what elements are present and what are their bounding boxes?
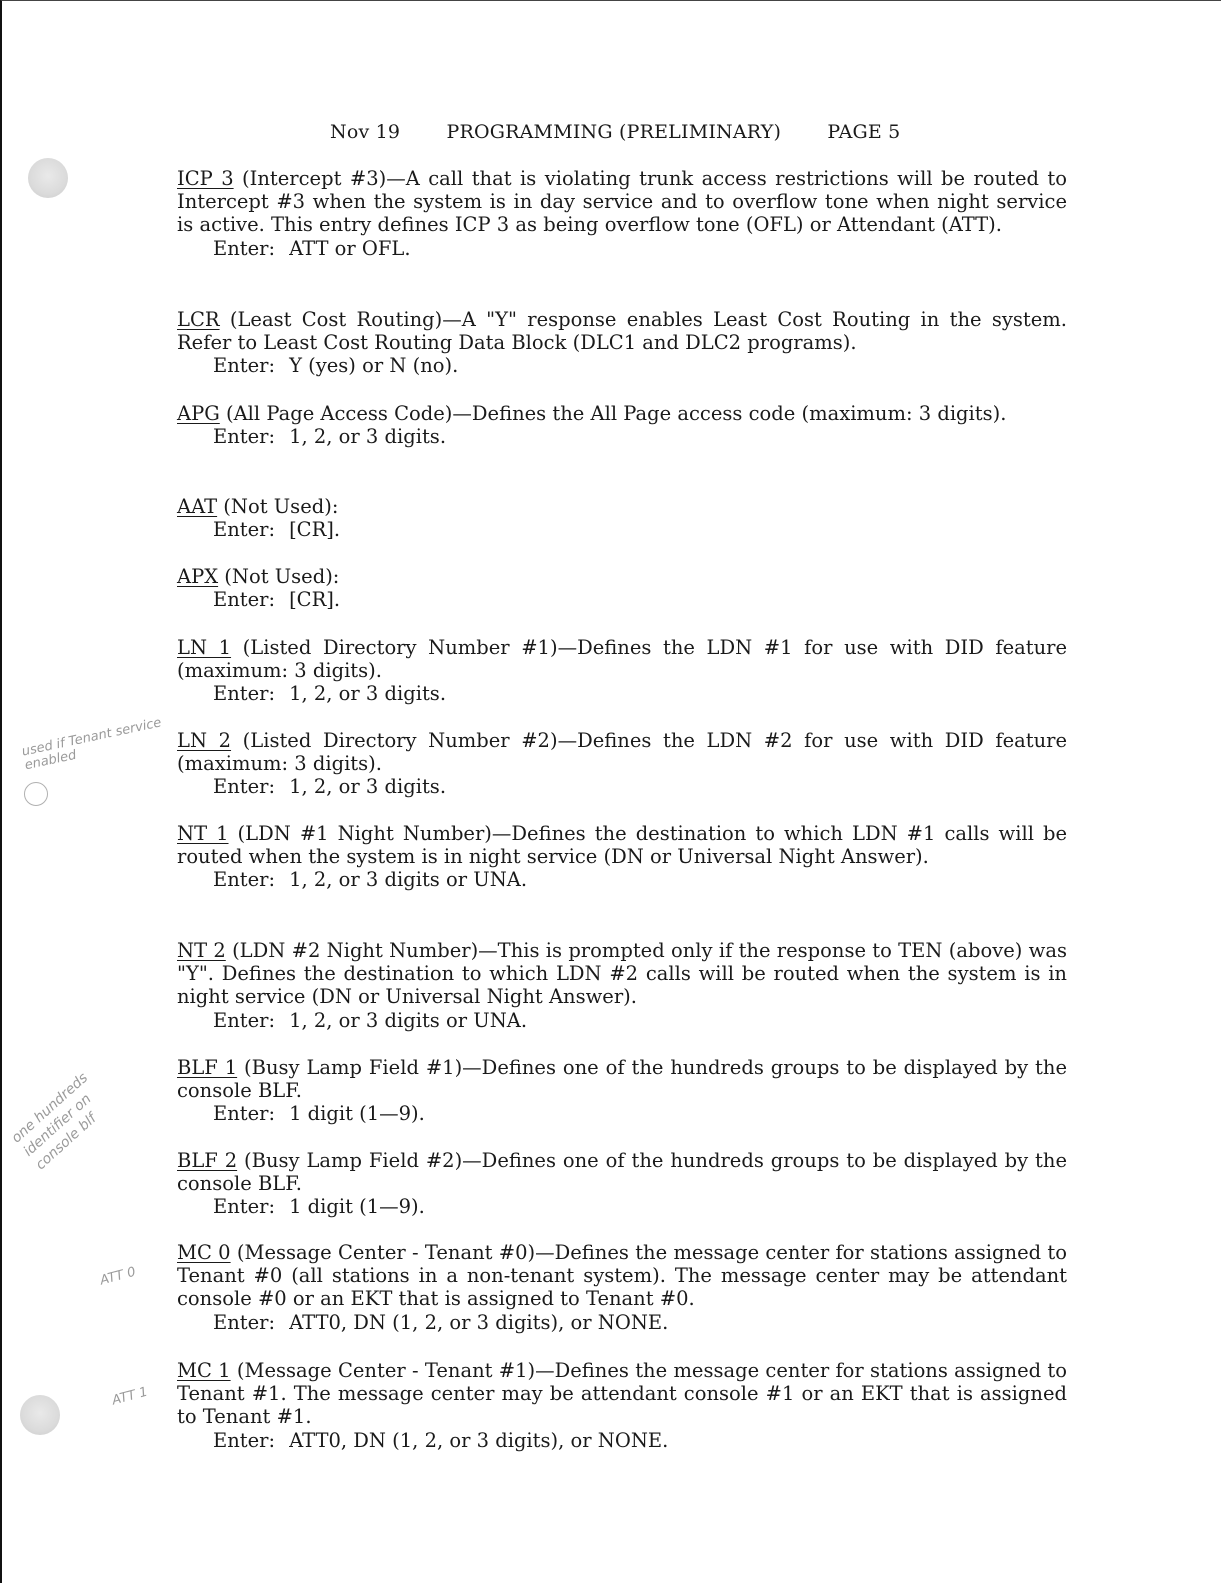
enter-label: Enter: [213, 1102, 276, 1126]
entry-code: APG [177, 402, 220, 425]
entry-lcr [177, 308, 1067, 378]
entry-enter-line [213, 775, 1067, 798]
enter-label: Enter: [213, 518, 276, 542]
entry-ln2 [177, 729, 1067, 799]
enter-label: Enter: [213, 1428, 276, 1452]
entry-code: LCR [177, 308, 220, 331]
entry-enter-line [213, 682, 1067, 705]
entry-ln1 [177, 636, 1067, 706]
entry-code: NT 1 [177, 822, 229, 845]
entry-text: (LDN #1 Night Number)—Defines the destination to which LDN #1 calls will be routed when the system is in night service (DN or Universal Night Answer). [177, 822, 1067, 869]
entry-text: (Message Center - Tenant #1)—Defines the message center for stations assigned to Tenant #1. The message center may be attendant console #1 or an EKT that is assigned to Tenant #1. [177, 1359, 1067, 1429]
enter-value: ATT or OFL. [289, 236, 411, 260]
entry-text: (Not Used): [218, 565, 340, 588]
entry-aat [177, 495, 340, 541]
enter-value: Y (yes) or N (no). [289, 354, 459, 378]
entry-apg [177, 402, 1006, 448]
entry-text: (Listed Directory Number #1)—Defines the LDN #1 for use with DID feature (maximum: 3 digits). [177, 636, 1067, 683]
enter-label: Enter: [213, 682, 276, 706]
entry-text: (Least Cost Routing)—A "Y" response enables Least Cost Routing in the system. Refer to Least Cost Routing Data Block (DLC1 and DLC2 programs). [177, 308, 1067, 355]
enter-value: 1, 2, or 3 digits. [289, 425, 447, 449]
entry-code: LN 2 [177, 729, 232, 752]
entry-enter-line [213, 1009, 1067, 1032]
entry-text: (Busy Lamp Field #1)—Defines one of the hundreds groups to be displayed by the console BLF. [177, 1056, 1067, 1103]
entry-code: MC 1 [177, 1359, 231, 1382]
enter-value: ATT0, DN (1, 2, or 3 digits), or NONE. [289, 1310, 669, 1334]
entry-text: (Message Center - Tenant #0)—Defines the message center for stations assigned to Tenant #0 (all stations in a non-tenant system). The message center may be attendant console #0 or an EKT that is assigned to Tenant #0. [177, 1241, 1067, 1311]
entry-description [177, 167, 1067, 237]
entry-description [177, 729, 1067, 775]
entry-enter-line [213, 1311, 1067, 1334]
entry-blf1 [177, 1056, 1067, 1126]
entry-icp3 [177, 167, 1067, 260]
entry-text: (Listed Directory Number #2)—Defines the LDN #2 for use with DID feature (maximum: 3 digits). [177, 729, 1067, 776]
handwritten-note-blf: one hundreds identifier on console blf [8, 1069, 100, 1174]
entry-description [177, 308, 1067, 354]
entry-description [177, 1359, 1067, 1429]
entry-code: NT 2 [177, 939, 226, 962]
entry-code: AAT [177, 495, 218, 518]
entry-nt2 [177, 939, 1067, 1032]
entry-code: MC 0 [177, 1241, 231, 1264]
handwritten-note-mc1: ATT 1 [110, 1384, 150, 1409]
enter-value: [CR]. [289, 518, 341, 542]
header-date: Nov 19 [330, 121, 401, 143]
enter-label: Enter: [213, 588, 276, 612]
enter-label: Enter: [213, 1195, 276, 1219]
entry-enter-line [213, 868, 1067, 891]
enter-label: Enter: [213, 1008, 276, 1032]
enter-label: Enter: [213, 425, 276, 449]
enter-value: 1, 2, or 3 digits or UNA. [289, 868, 528, 892]
entry-text: (Intercept #3)—A call that is violating trunk access restrictions will be routed to Intercept #3 when the system is in day service and to overflow tone when night service is active. This entry defines ICP 3 as being overflow tone (OFL) or Attendant (ATT). [177, 167, 1067, 237]
handwritten-note-ln2: used if Tenant service enabled [20, 715, 163, 774]
entry-nt1 [177, 822, 1067, 892]
entry-description [177, 1149, 1067, 1195]
enter-label: Enter: [213, 354, 276, 378]
entry-code: ICP 3 [177, 167, 234, 190]
header-title: PROGRAMMING (PRELIMINARY) [446, 121, 782, 143]
entry-code: LN 1 [177, 636, 232, 659]
entry-enter-line [213, 425, 1006, 448]
enter-label: Enter: [213, 236, 276, 260]
entry-enter-line [213, 1429, 1067, 1452]
entry-description [177, 636, 1067, 682]
entry-text: (Busy Lamp Field #2)—Defines one of the hundreds groups to be displayed by the console BLF. [177, 1149, 1067, 1196]
entry-enter-line [213, 1102, 1067, 1125]
entry-enter-line [213, 354, 1067, 377]
enter-value: [CR]. [289, 588, 341, 612]
enter-value: 1, 2, or 3 digits. [289, 775, 447, 799]
enter-value: 1 digit (1—9). [289, 1195, 425, 1219]
punch-hole-top [28, 158, 68, 198]
entry-apx [177, 565, 340, 611]
enter-label: Enter: [213, 868, 276, 892]
entry-enter-line [213, 588, 340, 611]
entry-description [177, 402, 1006, 425]
entry-mc1 [177, 1359, 1067, 1452]
entry-enter-line [213, 237, 1067, 260]
entry-text: (LDN #2 Night Number)—This is prompted only if the response to TEN (above) was "Y". Defines the destination to which LDN #2 calls will be routed when the system is in night service (DN or Universal Night Answer). [177, 939, 1067, 1009]
entry-description [177, 939, 1067, 1009]
punch-hole-bottom [20, 1395, 60, 1435]
entry-description [177, 1241, 1067, 1311]
handwritten-note-mc0: ATT 0 [98, 1264, 138, 1289]
entry-code: BLF 2 [177, 1149, 238, 1172]
entry-code: APX [177, 565, 219, 588]
entry-text: (All Page Access Code)—Defines the All Page access code (maximum: 3 digits). [219, 402, 1007, 425]
enter-label: Enter: [213, 1310, 276, 1334]
entry-blf2 [177, 1149, 1067, 1219]
entry-text: (Not Used): [217, 495, 339, 518]
enter-value: ATT0, DN (1, 2, or 3 digits), or NONE. [289, 1428, 669, 1452]
handwritten-circle-mark [24, 782, 48, 806]
enter-value: 1 digit (1—9). [289, 1102, 425, 1126]
enter-label: Enter: [213, 775, 276, 799]
entry-mc0 [177, 1241, 1067, 1334]
page-header [330, 121, 900, 143]
enter-value: 1, 2, or 3 digits or UNA. [289, 1008, 528, 1032]
header-page-number: PAGE 5 [827, 121, 901, 143]
entry-enter-line [213, 1195, 1067, 1218]
entry-description [177, 565, 340, 588]
entry-code: BLF 1 [177, 1056, 238, 1079]
enter-value: 1, 2, or 3 digits. [289, 682, 447, 706]
entry-description [177, 822, 1067, 868]
entry-description [177, 1056, 1067, 1102]
entry-description [177, 495, 340, 518]
entry-enter-line [213, 518, 340, 541]
